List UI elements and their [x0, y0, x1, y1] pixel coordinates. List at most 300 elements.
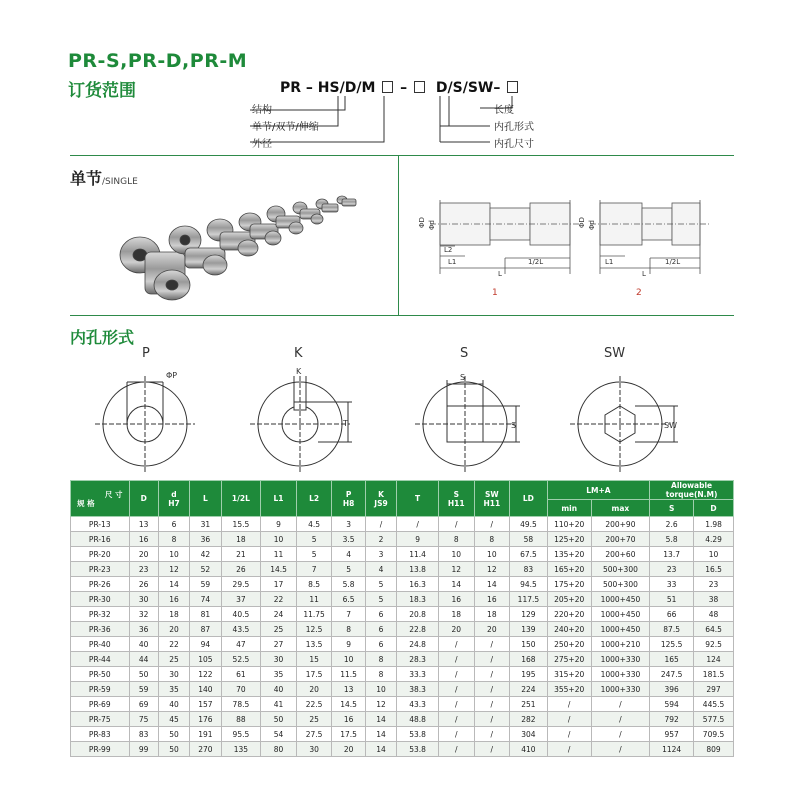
table-cell-model: PR-99 [71, 742, 130, 757]
table-cell: 191 [190, 727, 221, 742]
table-cell: 135 [221, 742, 261, 757]
table-cell: 17 [261, 577, 297, 592]
dim-label-L1: L1 [448, 258, 457, 266]
table-cell: 594 [650, 697, 694, 712]
table-cell: / [397, 517, 439, 532]
table-cell: 17.5 [332, 727, 365, 742]
table-cell: 38.3 [397, 682, 439, 697]
table-cell: 29.5 [221, 577, 261, 592]
table-cell: 500+300 [591, 577, 650, 592]
table-cell: 1000+450 [591, 592, 650, 607]
table-cell: 181.5 [694, 667, 734, 682]
bore-dim-P: ΦP [166, 371, 178, 380]
table-cell: / [474, 697, 510, 712]
table-cell: 165+20 [547, 562, 591, 577]
table-cell: 59 [190, 577, 221, 592]
table-cell: 6 [365, 637, 396, 652]
table-cell: 94.5 [510, 577, 548, 592]
col-header-min: min [547, 500, 591, 517]
table-cell: 8 [365, 667, 396, 682]
table-cell: 2.6 [650, 517, 694, 532]
table-cell: 50 [158, 742, 189, 757]
table-cell: 18 [221, 532, 261, 547]
table-cell: 20 [332, 742, 365, 757]
table-cell: 28.3 [397, 652, 439, 667]
table-cell: 16 [129, 532, 158, 547]
table-cell: 81 [190, 607, 221, 622]
table-cell: 2 [365, 532, 396, 547]
table-cell: 12 [474, 562, 510, 577]
table-cell: / [547, 697, 591, 712]
table-cell: 10 [365, 682, 396, 697]
table-cell: 6 [158, 517, 189, 532]
table-cell: 410 [510, 742, 548, 757]
bore-dim-K: K [296, 367, 302, 376]
table-cell: 175+20 [547, 577, 591, 592]
table-cell: / [474, 517, 510, 532]
table-cell-model: PR-26 [71, 577, 130, 592]
table-cell-model: PR-44 [71, 652, 130, 667]
col-header-L2: L2 [296, 481, 332, 517]
table-cell: 12 [365, 697, 396, 712]
col-header-halfL: 1/2L [221, 481, 261, 517]
table-cell: / [547, 727, 591, 742]
table-row [71, 577, 734, 592]
table-cell: 48 [694, 607, 734, 622]
table-cell: 125.5 [650, 637, 694, 652]
table-cell: 10 [474, 547, 510, 562]
table-cell: 15.5 [221, 517, 261, 532]
table-cell: 792 [650, 712, 694, 727]
col-header-torque-S: S [650, 500, 694, 517]
table-cell: 195 [510, 667, 548, 682]
table-cell-model: PR-40 [71, 637, 130, 652]
table-cell: 110+20 [547, 517, 591, 532]
table-cell: 150 [510, 637, 548, 652]
table-cell: 8 [474, 532, 510, 547]
table-cell: 240+20 [547, 622, 591, 637]
divider-line [70, 155, 734, 156]
coupling-product-image [110, 190, 370, 310]
table-cell: 49.5 [510, 517, 548, 532]
col-header-P: P H8 [332, 481, 365, 517]
table-cell: 16 [332, 712, 365, 727]
table-cell: / [439, 712, 475, 727]
table-cell: 129 [510, 607, 548, 622]
table-cell: 20 [474, 622, 510, 637]
table-cell: 5.8 [650, 532, 694, 547]
table-row [71, 667, 734, 682]
table-cell: / [439, 517, 475, 532]
table-row [71, 622, 734, 637]
col-header-torque-D: D [694, 500, 734, 517]
table-cell: 18 [158, 607, 189, 622]
col-header-LMA: LM+A [547, 481, 649, 500]
table-cell: 94 [190, 637, 221, 652]
table-cell: 18 [474, 607, 510, 622]
table-cell: 304 [510, 727, 548, 742]
table-cell: 251 [510, 697, 548, 712]
table-cell: 14 [439, 577, 475, 592]
table-cell: / [439, 697, 475, 712]
code-dash: – [400, 80, 408, 96]
table-cell: 105 [190, 652, 221, 667]
divider-line [70, 315, 734, 316]
table-cell: / [474, 727, 510, 742]
table-cell: 16 [474, 592, 510, 607]
table-cell: 37 [221, 592, 261, 607]
coupling-technical-drawings [410, 188, 730, 308]
table-cell: 13 [332, 682, 365, 697]
table-row [71, 742, 734, 757]
table-cell: 53.8 [397, 742, 439, 757]
table-cell: 30 [261, 652, 297, 667]
table-cell: 20.8 [397, 607, 439, 622]
bore-label-K: K [294, 346, 303, 361]
table-cell: 36 [190, 532, 221, 547]
table-cell: 23 [129, 562, 158, 577]
table-cell: 1000+330 [591, 682, 650, 697]
legend-single-double: 单节/双节/伸缩 [252, 122, 319, 133]
table-cell: 10 [158, 547, 189, 562]
table-cell: 140 [190, 682, 221, 697]
spec-table [70, 480, 734, 757]
bore-dim-S: S [460, 373, 466, 382]
table-cell: 3 [332, 517, 365, 532]
table-cell: 809 [694, 742, 734, 757]
table-cell: 40.5 [221, 607, 261, 622]
table-cell: / [439, 682, 475, 697]
table-cell: 83 [129, 727, 158, 742]
table-cell-model: PR-13 [71, 517, 130, 532]
table-row [71, 697, 734, 712]
table-cell: 88 [221, 712, 261, 727]
dim-label-L: L [642, 270, 646, 278]
table-cell: 1.98 [694, 517, 734, 532]
table-cell: 23 [694, 577, 734, 592]
table-row [71, 607, 734, 622]
table-cell: 6 [365, 622, 396, 637]
table-cell: 17.5 [296, 667, 332, 682]
table-cell: 18 [439, 607, 475, 622]
table-cell: / [439, 742, 475, 757]
table-cell: 24.8 [397, 637, 439, 652]
table-cell: 22 [158, 637, 189, 652]
table-cell: 10 [439, 547, 475, 562]
page-subtitle: 订货范围 [68, 81, 136, 101]
table-cell-model: PR-75 [71, 712, 130, 727]
table-row [71, 652, 734, 667]
table-cell: 69 [129, 697, 158, 712]
table-cell: 61 [221, 667, 261, 682]
table-cell: 11.4 [397, 547, 439, 562]
table-cell: 8 [365, 652, 396, 667]
table-cell: 52.5 [221, 652, 261, 667]
table-cell: 95.5 [221, 727, 261, 742]
table-cell: 22.5 [296, 697, 332, 712]
table-cell: 11.75 [296, 607, 332, 622]
table-cell: 32 [129, 607, 158, 622]
table-cell: 92.5 [694, 637, 734, 652]
table-cell: 5 [296, 547, 332, 562]
table-cell: 5 [296, 532, 332, 547]
table-cell: 275+20 [547, 652, 591, 667]
table-cell: 14 [158, 577, 189, 592]
table-cell: / [474, 712, 510, 727]
table-cell-model: PR-36 [71, 622, 130, 637]
table-cell: / [439, 667, 475, 682]
table-cell: 3 [365, 547, 396, 562]
table-row [71, 547, 734, 562]
table-cell: 4.29 [694, 532, 734, 547]
col-header-K: K JS9 [365, 481, 396, 517]
col-header-S: S H11 [439, 481, 475, 517]
table-cell: 220+20 [547, 607, 591, 622]
table-cell: 9 [332, 637, 365, 652]
table-cell: 43.5 [221, 622, 261, 637]
table-cell: 3.5 [332, 532, 365, 547]
table-cell: 31 [190, 517, 221, 532]
table-cell: 4.5 [296, 517, 332, 532]
table-cell: 23 [650, 562, 694, 577]
table-cell: 14 [365, 712, 396, 727]
table-cell: 11 [296, 592, 332, 607]
table-cell: 20 [296, 682, 332, 697]
bore-dim-S-side: S [511, 421, 517, 430]
table-row [71, 562, 734, 577]
table-cell: 200+60 [591, 547, 650, 562]
table-cell: 9 [261, 517, 297, 532]
page-title: PR-S,PR-D,PR-M [68, 50, 248, 72]
code-box [382, 81, 393, 93]
table-cell: 1000+330 [591, 667, 650, 682]
table-cell: / [474, 652, 510, 667]
table-cell: 22.8 [397, 622, 439, 637]
col-header-d: d H7 [158, 481, 189, 517]
table-cell: 25 [261, 622, 297, 637]
code-box [414, 81, 425, 93]
table-cell: 70 [221, 682, 261, 697]
table-cell: 125+20 [547, 532, 591, 547]
table-cell: / [547, 742, 591, 757]
table-cell-model: PR-59 [71, 682, 130, 697]
table-cell: 11 [261, 547, 297, 562]
dim-label-halfL: 1/2L [528, 258, 544, 266]
table-cell: / [439, 637, 475, 652]
table-cell: 4 [365, 562, 396, 577]
legend-outer-diameter: 外径 [252, 139, 272, 150]
code-type: HS/D/M [317, 80, 376, 96]
table-cell: 117.5 [510, 592, 548, 607]
table-cell: 42 [190, 547, 221, 562]
table-cell: 14.5 [261, 562, 297, 577]
table-cell: 205+20 [547, 592, 591, 607]
legend-length: 长度 [494, 105, 514, 116]
table-cell: 122 [190, 667, 221, 682]
table-cell: 200+70 [591, 532, 650, 547]
table-cell: 445.5 [694, 697, 734, 712]
col-header-T: T [397, 481, 439, 517]
drawing-label-2: 2 [636, 288, 642, 298]
table-corner-header: 尺 寸 规 格 [71, 481, 130, 517]
table-cell: 20 [439, 622, 475, 637]
table-cell: 13.5 [296, 637, 332, 652]
code-dash: – [305, 80, 313, 96]
table-cell: 38 [694, 592, 734, 607]
table-cell: 26 [129, 577, 158, 592]
table-cell: 124 [694, 652, 734, 667]
table-cell: 16.3 [397, 577, 439, 592]
table-cell: 5 [365, 577, 396, 592]
table-cell: 224 [510, 682, 548, 697]
table-cell-model: PR-69 [71, 697, 130, 712]
bore-dim-T: T [343, 419, 348, 428]
table-cell-model: PR-83 [71, 727, 130, 742]
table-cell: 21 [221, 547, 261, 562]
table-cell: 13.7 [650, 547, 694, 562]
table-cell: 30 [296, 742, 332, 757]
table-cell: 1124 [650, 742, 694, 757]
code-bore: D/S/SW– [435, 80, 501, 96]
col-header-D: D [129, 481, 158, 517]
table-row [71, 592, 734, 607]
table-cell: 27 [261, 637, 297, 652]
table-cell: 8.5 [296, 577, 332, 592]
table-cell: 36 [129, 622, 158, 637]
table-cell: 20 [129, 547, 158, 562]
table-cell: 14 [365, 727, 396, 742]
drawing-label-1: 1 [492, 288, 498, 298]
table-cell: 50 [158, 727, 189, 742]
divider-line [398, 155, 399, 315]
code-box [507, 81, 518, 93]
table-cell: 12 [439, 562, 475, 577]
table-cell: / [474, 682, 510, 697]
bore-dim-SW: SW [664, 421, 677, 430]
table-cell: 11.5 [332, 667, 365, 682]
table-cell: 6 [365, 607, 396, 622]
table-cell: 40 [158, 697, 189, 712]
table-row [71, 532, 734, 547]
dim-label-D: ΦD [418, 217, 426, 228]
table-cell: 1000+330 [591, 652, 650, 667]
table-cell: 16.5 [694, 562, 734, 577]
table-cell: 24 [261, 607, 297, 622]
legend-structure: 结构 [252, 105, 272, 116]
table-cell: 139 [510, 622, 548, 637]
table-cell: / [591, 727, 650, 742]
table-cell: 12 [158, 562, 189, 577]
table-cell: 9 [397, 532, 439, 547]
table-cell: 577.5 [694, 712, 734, 727]
legend-bore-size: 内孔尺寸 [494, 139, 534, 150]
table-cell-model: PR-23 [71, 562, 130, 577]
col-header-max: max [591, 500, 650, 517]
table-cell: 10 [261, 532, 297, 547]
table-cell: 396 [650, 682, 694, 697]
table-cell: 83 [510, 562, 548, 577]
table-cell: 157 [190, 697, 221, 712]
table-cell: 7 [296, 562, 332, 577]
dim-label-L2: L2 [444, 246, 453, 254]
table-row [71, 637, 734, 652]
table-cell: 5.8 [332, 577, 365, 592]
table-cell: 14 [474, 577, 510, 592]
dim-label-L: L [498, 270, 502, 278]
table-cell: 1000+450 [591, 607, 650, 622]
table-cell: 18.3 [397, 592, 439, 607]
table-cell: 1000+450 [591, 622, 650, 637]
section-title-bore: 内孔形式 [70, 328, 135, 347]
table-cell: 35 [158, 682, 189, 697]
table-cell: 25 [158, 652, 189, 667]
table-cell: 13 [129, 517, 158, 532]
table-cell: 50 [129, 667, 158, 682]
table-cell: 48.8 [397, 712, 439, 727]
table-cell: 52 [190, 562, 221, 577]
table-cell-model: PR-32 [71, 607, 130, 622]
table-cell: 50 [261, 712, 297, 727]
table-cell: 30 [129, 592, 158, 607]
table-cell: 80 [261, 742, 297, 757]
table-cell: 8 [332, 622, 365, 637]
table-cell: 47 [221, 637, 261, 652]
table-cell: 40 [261, 682, 297, 697]
table-cell: 282 [510, 712, 548, 727]
table-cell: 78.5 [221, 697, 261, 712]
col-header-SW: SW H11 [474, 481, 510, 517]
table-cell: / [547, 712, 591, 727]
table-cell: 22 [261, 592, 297, 607]
table-cell: 26 [221, 562, 261, 577]
table-cell: 33.3 [397, 667, 439, 682]
table-row [71, 727, 734, 742]
table-cell: 20 [158, 622, 189, 637]
table-cell: 25 [296, 712, 332, 727]
table-cell: 10 [332, 652, 365, 667]
table-cell: / [474, 742, 510, 757]
table-cell: 168 [510, 652, 548, 667]
table-cell: / [439, 652, 475, 667]
table-row [71, 682, 734, 697]
table-row [71, 712, 734, 727]
table-cell-model: PR-50 [71, 667, 130, 682]
table-cell: 500+300 [591, 562, 650, 577]
table-cell: 74 [190, 592, 221, 607]
table-cell: 5 [332, 562, 365, 577]
table-cell: 165 [650, 652, 694, 667]
table-cell-model: PR-16 [71, 532, 130, 547]
table-cell: 8 [439, 532, 475, 547]
table-cell: 35 [261, 667, 297, 682]
table-cell: 13.8 [397, 562, 439, 577]
table-cell: 44 [129, 652, 158, 667]
table-cell: 135+20 [547, 547, 591, 562]
table-cell: 30 [158, 667, 189, 682]
table-cell: 14.5 [332, 697, 365, 712]
dim-label-D: ΦD [578, 217, 586, 228]
col-header-L: L [190, 481, 221, 517]
table-cell: 957 [650, 727, 694, 742]
table-cell: 64.5 [694, 622, 734, 637]
dim-label-halfL: 1/2L [665, 258, 681, 266]
table-cell: 297 [694, 682, 734, 697]
table-cell: 27.5 [296, 727, 332, 742]
table-cell: 15 [296, 652, 332, 667]
col-header-L1: L1 [261, 481, 297, 517]
table-cell-model: PR-30 [71, 592, 130, 607]
table-cell: 87.5 [650, 622, 694, 637]
